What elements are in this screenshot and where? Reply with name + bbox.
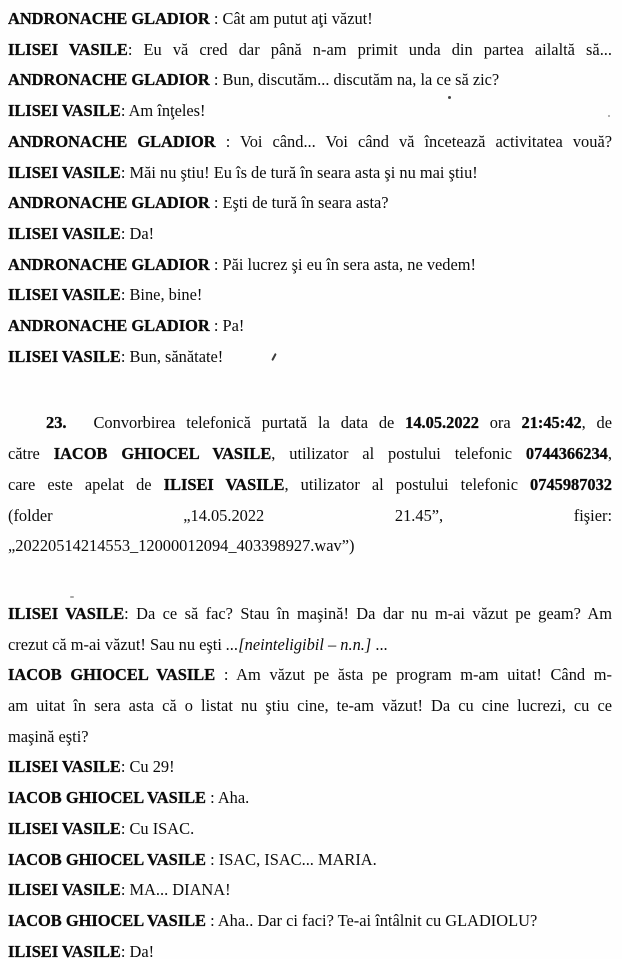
transcript-line <box>8 35 612 66</box>
speaker-name: ILISEI VASILE <box>8 603 125 623</box>
body-text: Convorbirea telefonică purtată la data de <box>93 413 406 433</box>
transcriber-annotation: ...[neinteligibil – n.n.] <box>226 634 372 654</box>
speaker-name: ILISEI VASILE <box>8 39 128 59</box>
transcript-line <box>8 280 612 311</box>
body-text: , de <box>581 413 612 433</box>
transcript-line <box>8 814 612 845</box>
transcript-line <box>8 937 612 959</box>
transcript-line <box>8 408 612 439</box>
folder-info: (folder „14.05.2022 21.45”, fişier: <box>8 505 612 525</box>
transcript-content <box>8 4 612 959</box>
transcript-line <box>8 250 612 281</box>
speaker-name: IACOB GHIOCEL VASILE <box>8 910 206 930</box>
dialogue-text: : Bine, bine! <box>120 285 203 305</box>
dialogue-text: : Eşti de tură în seara asta? <box>209 193 389 213</box>
dialogue-text: : Cu 29! <box>120 757 175 777</box>
transcript-line <box>8 501 612 532</box>
dialogue-text: : Aha. <box>205 788 250 808</box>
transcript-line <box>8 660 612 691</box>
speaker-name: ANDRONACHE GLADIOR <box>8 70 210 90</box>
transcript-line <box>8 470 612 501</box>
speaker-name: IACOB GHIOCEL VASILE <box>8 665 216 685</box>
dialogue-text: : Am înţeles! <box>120 101 206 121</box>
blank-line-1 <box>8 372 612 408</box>
speaker-name: ILISEI VASILE <box>8 162 121 182</box>
transcript-line <box>8 691 612 722</box>
speaker-name: ANDRONACHE GLADIOR <box>8 193 210 213</box>
speaker-name: ANDRONACHE GLADIOR <box>8 254 210 274</box>
dialogue-text: maşină eşti? <box>8 726 89 746</box>
dialogue-text: am uitat în sera asta că o listat nu ştiu cine, te-am văzut! Da cu cine lucrezi, cu ce <box>8 696 612 716</box>
speaker-name: ILISEI VASILE <box>8 941 121 959</box>
transcript-line <box>8 158 612 189</box>
transcript-line <box>8 439 612 470</box>
call-date: 14.05.2022 <box>405 413 479 433</box>
body-text: , utilizator al postului telefonic <box>284 474 531 494</box>
transcript-line <box>8 599 612 630</box>
dialogue-text: : Da! <box>120 941 155 959</box>
body-text: , <box>607 444 612 464</box>
dialogue-text: : Voi când... Voi când vă încetează activitatea vouă? <box>215 131 612 151</box>
body-text: către <box>8 444 54 464</box>
transcript-line <box>8 311 612 342</box>
body-text: care este apelat de <box>8 474 164 494</box>
transcript-line <box>8 4 612 35</box>
transcript-line <box>8 219 612 250</box>
phone-number: 0745987032 <box>530 474 612 494</box>
transcript-line <box>8 127 612 158</box>
dialogue-text: : Eu vă cred dar până n-am primit unda din partea ailaltă să... <box>127 39 613 59</box>
transcript-line <box>8 65 612 96</box>
dialogue-text: : Aha.. Dar ci faci? Te-ai întâlnit cu GLADIOLU? <box>205 910 538 930</box>
speaker-name: ILISEI VASILE <box>163 474 285 494</box>
body-text: , utilizator al postului telefonic <box>271 444 526 464</box>
dialogue-text: : Pa! <box>209 316 245 336</box>
dialogue-text: : Am văzut pe ăsta pe program m-am uitat! Când m- <box>215 665 612 685</box>
dialogue-text: : Măi nu ştiu! Eu îs de tură în seara asta şi nu mai ştiu! <box>120 162 478 182</box>
speaker-name: ANDRONACHE GLADIOR <box>8 9 210 28</box>
transcript-line <box>8 752 612 783</box>
transcript-line <box>8 845 612 876</box>
speaker-name: IACOB GHIOCEL VASILE <box>53 444 272 464</box>
transcript-line <box>8 96 612 127</box>
speaker-name: ILISEI VASILE <box>8 223 121 243</box>
file-name: „20220514214553_12000012094_403398927.wav”) <box>8 536 355 556</box>
dialogue-call-2 <box>8 599 612 959</box>
dialogue-text: : Bun, sănătate! <box>120 346 224 366</box>
transcript-line <box>8 875 612 906</box>
dialogue-call-1 <box>8 4 612 372</box>
dialogue-text: : Da ce să fac? Stau în maşină! Da dar nu m-ai văzut pe geam? Am <box>124 603 612 623</box>
speaker-name: IACOB GHIOCEL VASILE <box>8 849 206 869</box>
transcript-line <box>8 342 612 373</box>
transcript-line <box>8 722 612 753</box>
paragraph-23 <box>8 408 612 562</box>
speaker-name: IACOB GHIOCEL VASILE <box>8 788 206 808</box>
dialogue-text: : Da! <box>120 223 155 243</box>
speaker-name: ANDRONACHE GLADIOR <box>8 316 210 336</box>
speaker-name: ILISEI VASILE <box>8 880 121 900</box>
speaker-name: ILISEI VASILE <box>8 757 121 777</box>
speaker-name: ANDRONACHE GLADIOR <box>8 131 216 151</box>
call-time: 21:45:42 <box>521 413 582 433</box>
dialogue-text: ... <box>371 634 388 654</box>
speaker-name: ILISEI VASILE <box>8 285 121 305</box>
transcript-line <box>8 531 612 562</box>
dialogue-text: crezut că m-ai văzut! Sau nu eşti <box>8 634 226 654</box>
speaker-name: ILISEI VASILE <box>8 818 121 838</box>
dialogue-text: : Bun, discutăm... discutăm na, la ce să zic? <box>209 70 500 90</box>
dialogue-text: : MA... DIANA! <box>120 880 231 900</box>
transcript-line <box>8 630 612 661</box>
blank-line-2 <box>8 562 612 599</box>
speaker-name: ILISEI VASILE <box>8 101 121 121</box>
body-text: ora <box>478 413 522 433</box>
dialogue-text: : Păi lucrez şi eu în sera asta, ne vedem! <box>209 254 476 274</box>
dialogue-text: : Cu ISAC. <box>120 818 195 838</box>
transcript-line <box>8 783 612 814</box>
phone-number: 0744366234 <box>525 444 608 464</box>
speaker-name: ILISEI VASILE <box>8 346 121 366</box>
transcript-line <box>8 906 612 937</box>
paragraph-number: 23. <box>46 413 67 433</box>
transcript-line <box>8 188 612 219</box>
dialogue-text: : Cât am putut aţi văzut! <box>209 9 373 28</box>
dialogue-text: : ISAC, ISAC... MARIA. <box>205 849 377 869</box>
